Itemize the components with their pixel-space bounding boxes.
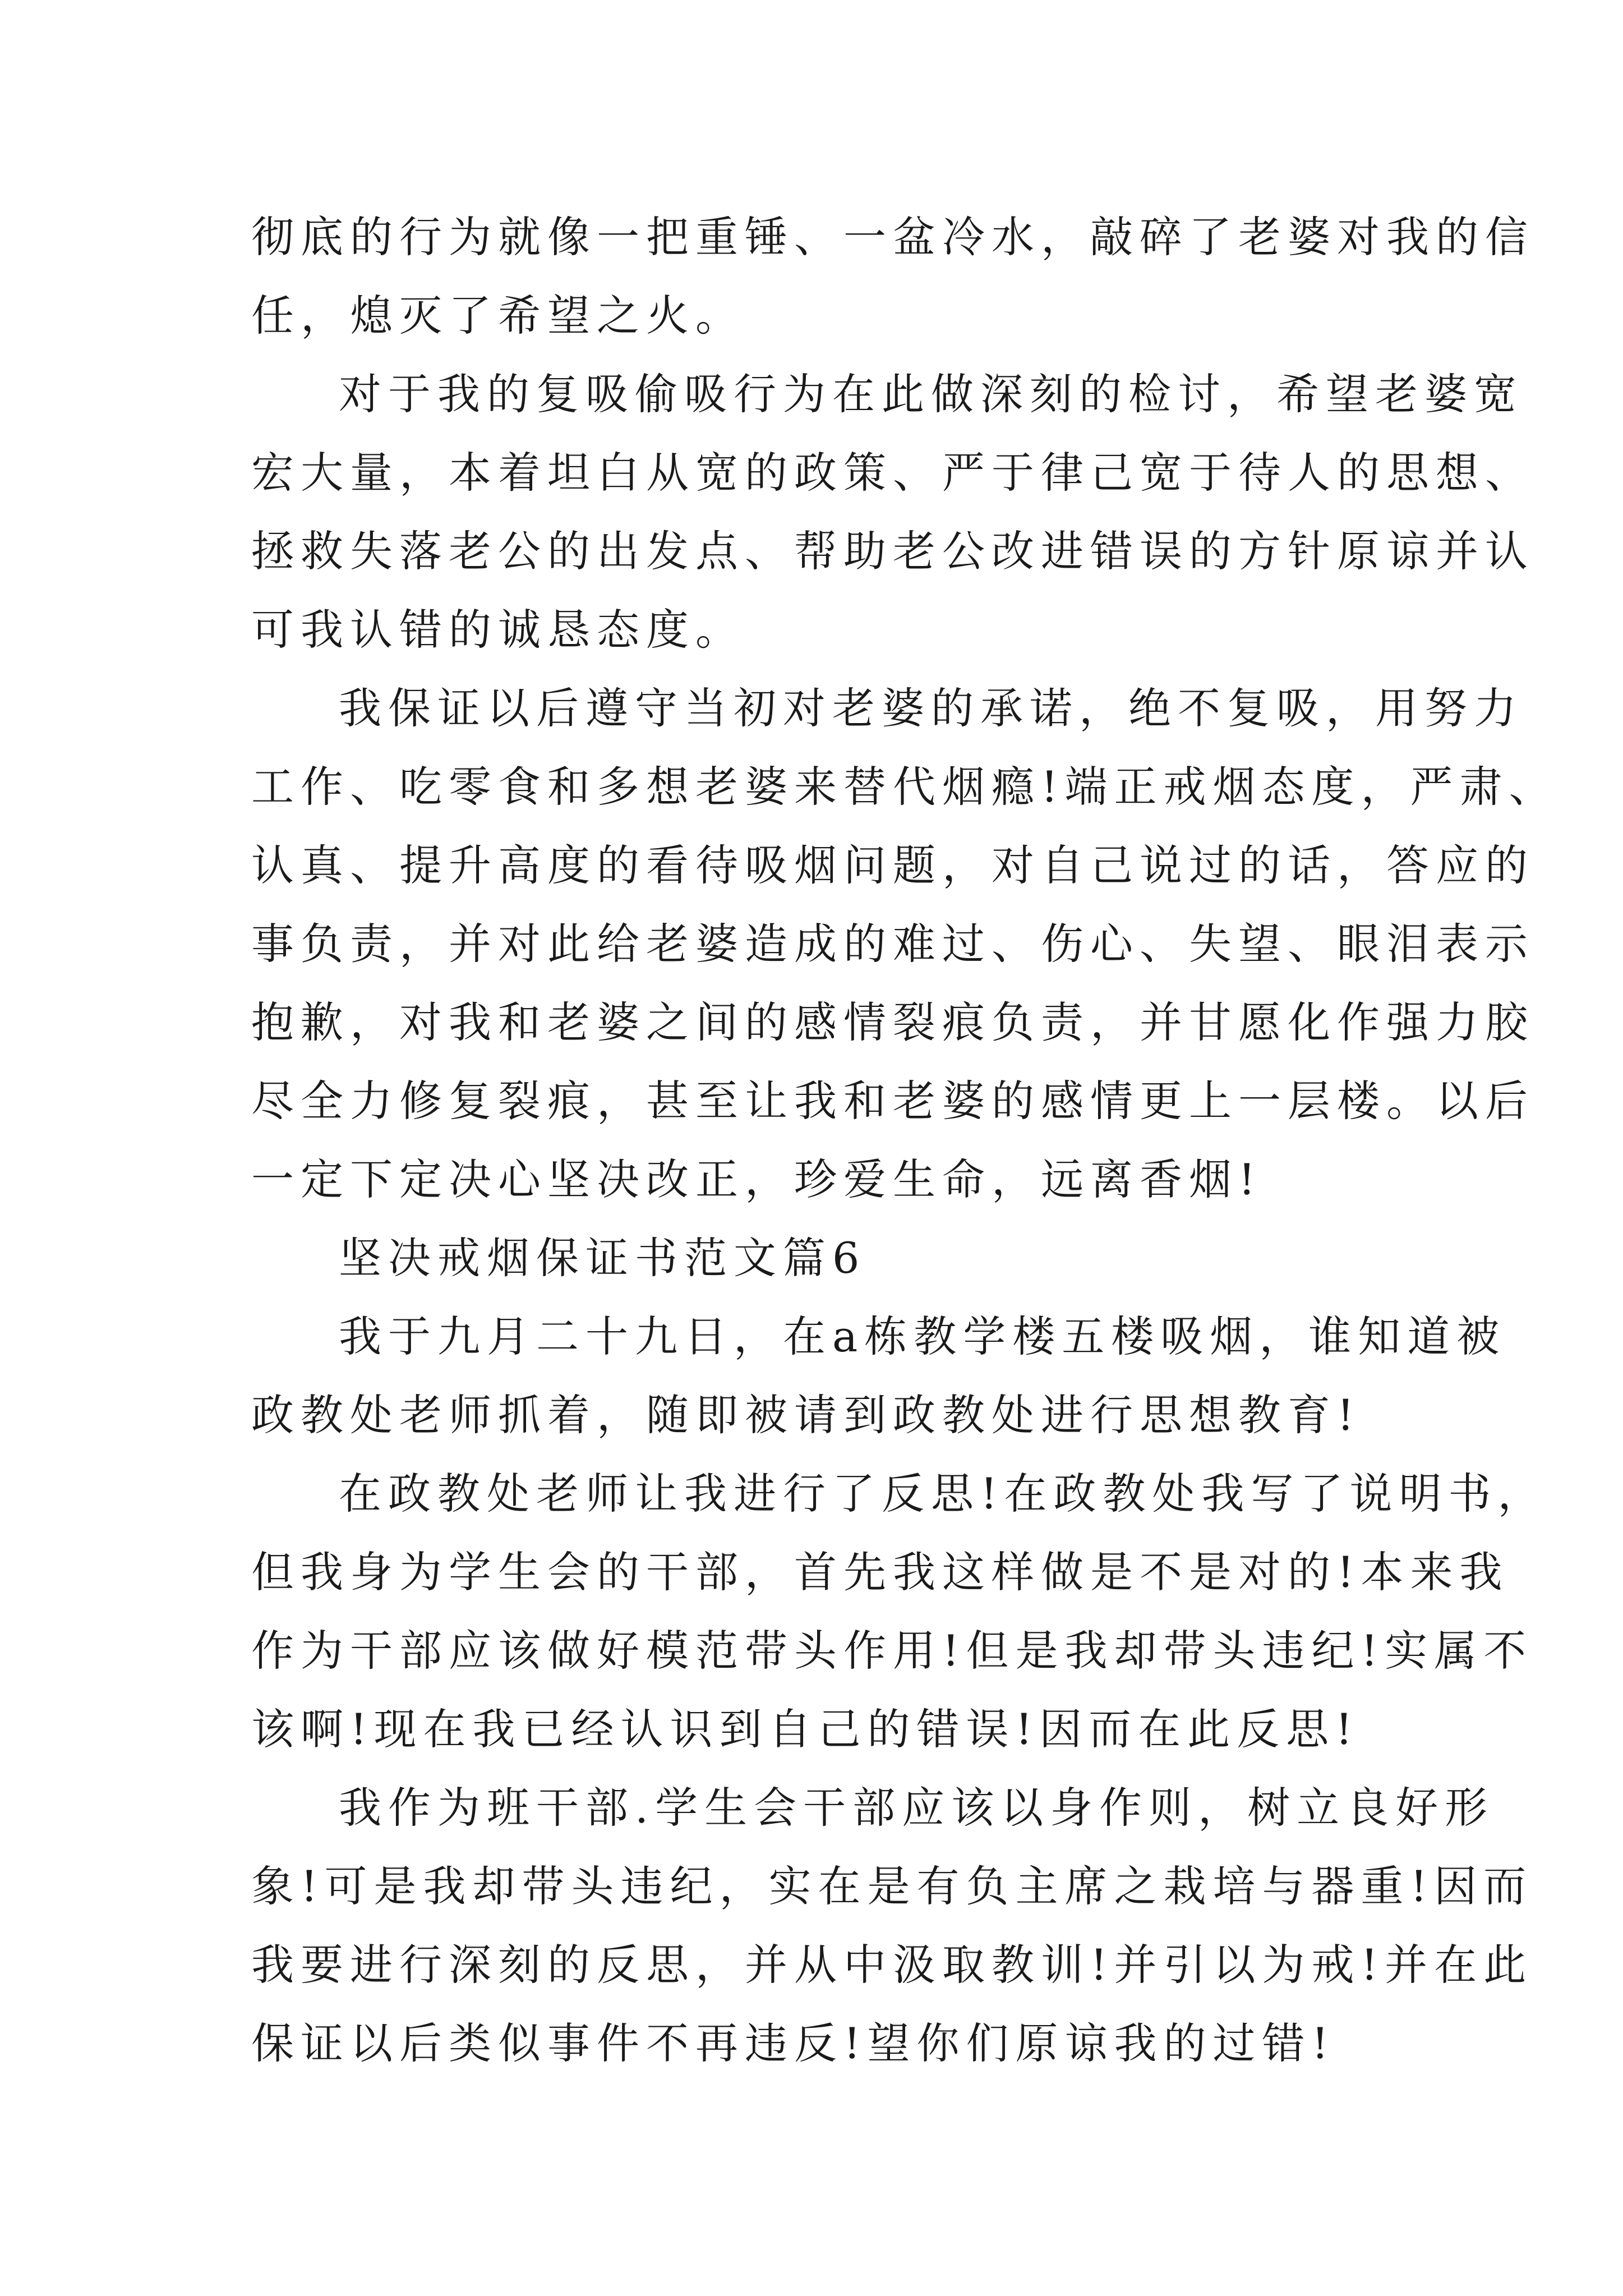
text-line: 彻底的行为就像一把重锤、一盆冷水，敲碎了老婆对我的信 (251, 212, 1534, 262)
text-line: 我要进行深刻的反思，并从中汲取教训!并引以为戒!并在此 (251, 1940, 1533, 1990)
section-heading: 坚决戒烟保证书范文篇6 (339, 1233, 866, 1283)
text-line: 拯救失落老公的出发点、帮助老公改进错误的方针原谅并认 (251, 526, 1534, 576)
paragraph-start: 我作为班干部.学生会干部应该以身作则，树立良好形 (339, 1783, 1495, 1833)
paragraph-start: 我保证以后遵守当初对老婆的承诺，绝不复吸，用努力 (339, 683, 1523, 733)
paragraph-start: 我于九月二十九日，在a栋教学楼五楼吸烟，谁知道被 (339, 1312, 1506, 1361)
text-line: 任，熄灭了希望之火。 (251, 291, 745, 341)
text-line: 认真、提升高度的看待吸烟问题，对自己说过的话，答应的 (251, 840, 1534, 890)
text-line: 宏大量，本着坦白从宽的政策、严于律己宽于待人的思想、 (251, 448, 1534, 498)
text-line: 政教处老师抓着，随即被请到政教处进行思想教育! (251, 1390, 1361, 1440)
text-line: 象!可是我却带头违纪，实在是有负主席之栽培与器重!因而 (251, 1861, 1533, 1911)
text-line: 该啊!现在我已经认识到自己的错误!因而在此反思! (251, 1704, 1359, 1754)
text-line: 但我身为学生会的干部，首先我这样做是不是对的!本来我 (251, 1547, 1509, 1597)
text-line: 可我认错的诚恳态度。 (251, 605, 745, 655)
text-line: 工作、吃零食和多想老婆来替代烟瘾!端正戒烟态度，严肃、 (251, 762, 1559, 812)
text-line: 保证以后类似事件不再违反!望你们原谅我的过错! (251, 2018, 1336, 2068)
paragraph-start: 在政教处老师让我进行了反思!在政教处我写了说明书， (339, 1469, 1547, 1519)
text-line: 作为干部应该做好模范带头作用!但是我却带头违纪!实属不 (251, 1626, 1533, 1676)
text-line: 事负责，并对此给老婆造成的难过、伤心、失望、眼泪表示 (251, 919, 1534, 969)
paragraph-start: 对于我的复吸偷吸行为在此做深刻的检讨，希望老婆宽 (339, 369, 1523, 419)
text-line: 尽全力修复裂痕，甚至让我和老婆的感情更上一层楼。以后 (251, 1076, 1534, 1126)
text-line: 抱歉，对我和老婆之间的感情裂痕负责，并甘愿化作强力胶 (251, 997, 1534, 1047)
text-line: 一定下定决心坚决改正，珍爱生命，远离香烟! (251, 1154, 1262, 1204)
